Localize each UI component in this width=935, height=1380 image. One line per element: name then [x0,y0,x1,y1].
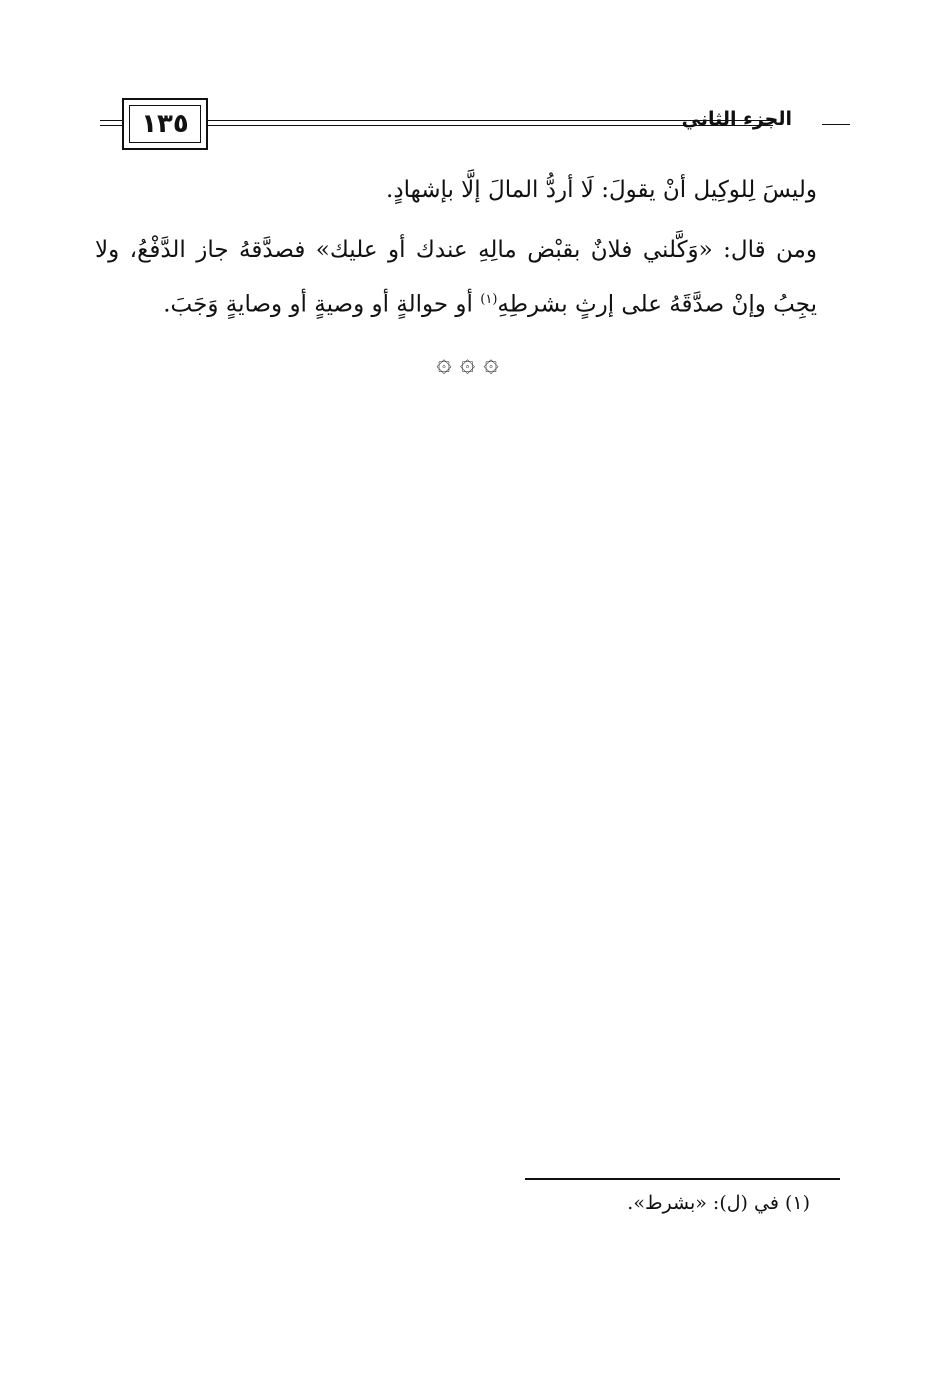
page-number-frame [122,98,208,150]
footnote: (١) في (ل): «بشرط». [627,1192,810,1214]
header-rule-right [822,124,850,125]
footnote-separator [525,1178,840,1180]
page-number: ١٣٥ [129,105,201,143]
page-header [100,96,850,156]
paragraph-2-text: ومن قال: «وَكَّلني فلانٌ بقبْض مالِهِ عندك أو عليك» فصدَّقهُ جاز الدَّفْعُ، ولا يجِبُ وإنْ صدَّقَهُ على إرثٍ بشرطِهِ [95,237,817,318]
footnote-reference: (١) [480,292,498,307]
paragraph-2-tail: أو حوالةٍ أو وصيةٍ أو وصايةٍ وَجَبَ. [163,291,481,318]
header-title: الجزء الثاني [681,108,792,130]
section-ornaments: ۞ ۞ ۞ [436,348,499,378]
paragraph-1: وليسَ لِلوكِيل أنْ يقولَ: لَا أردُّ المالَ إلَّا بإشهادٍ. [386,177,817,203]
paragraph-2 [95,225,817,330]
body-text [95,165,817,340]
header-rule-left [100,120,122,126]
